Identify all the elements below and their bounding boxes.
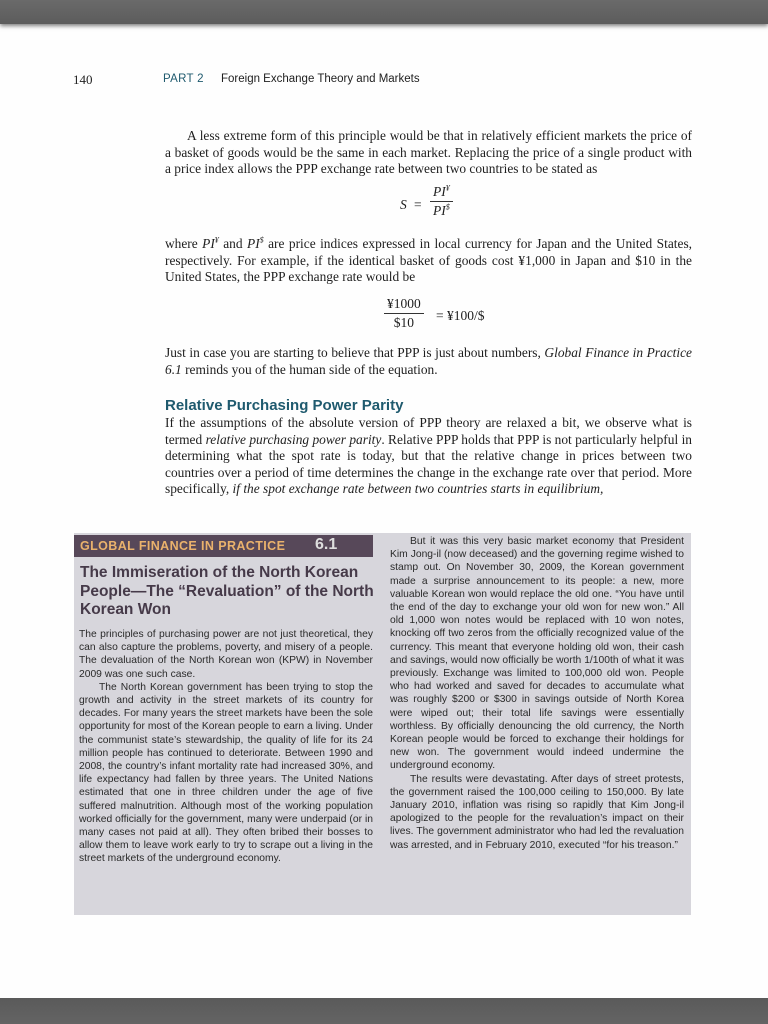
- equation-ppp-index: [400, 184, 540, 224]
- paragraph-price-index: A less extreme form of this principle would be that in relatively efficient markets the price of a basket of goods would be the same in each market. Replacing the price of a single product with a price index allows the PPP exchange rate between two countries to be stated as: [165, 128, 692, 177]
- denominator: $10: [393, 315, 414, 330]
- equation-equals: =: [414, 197, 422, 212]
- equation-fraction: [384, 296, 424, 331]
- global-finance-in-practice-box: [74, 533, 691, 915]
- yen-superscript: ¥: [445, 183, 450, 193]
- equation-fraction: [430, 184, 453, 219]
- part-label: PART 2: [163, 73, 204, 85]
- gfip-title: The Immiseration of the North Korean People—The “Revaluation” of the North Korean Won: [80, 564, 374, 618]
- gfip-paragraph: The principles of purchasing power are not just theoretical, they can also capture the problems, poverty, and misery of a people. The devaluation of the North Korean won (KPW) in November 2009 was one such case.: [79, 629, 373, 680]
- section-heading: Relative Purchasing Power Parity: [165, 397, 404, 414]
- gfip-paragraph: The results were devastating. After days of street protests, the government raised the 100,000 ceiling to 150,000. By late January 2010, inflation was rising so rapidly that Kim Jong-il apologized to the people for the revaluation’s impact on their lives. The government administrator who had led the revaluation was arrested, and in February 2010, executed “for his treason.”: [390, 773, 684, 851]
- numerator: PI: [433, 184, 446, 199]
- numerator: ¥1000: [384, 296, 424, 314]
- gfip-number: 6.1: [315, 536, 338, 553]
- viewer-top-bar: [0, 0, 768, 24]
- gfip-paragraph: The North Korean government has been trying to stop the growth and activity in the street markets of its country for decades. For many years the street markets have been the sole opportunity for most of the Korean people to earn a living. Under the communist state’s stewardship, the quality of life for its 24 million people has continued to deteriorate. Between 1990 and 2008, the country’s infant mortality rate had increased 30%, and life expectancy had fallen by three years. The United Nations estimated that one in three children under the age of five suffered malnutrition. Although most of the working population worked officially for the government, many were underpaid (or in many cases not paid at all). They often bribed their bosses to allow them to leave work early to try to scrape out a living in the street markets of the underground economy.: [79, 681, 373, 865]
- gfip-header-band: [74, 535, 373, 557]
- page-number: 140: [73, 72, 93, 87]
- denominator: PI: [433, 203, 446, 218]
- section-title: Foreign Exchange Theory and Markets: [221, 73, 420, 85]
- equation-lhs: S: [400, 197, 407, 212]
- paragraph-price-indices-definition: where PI¥ and PI$ are price indices expressed in local currency for Japan and the United States, respectively. For example, if the identical basket of goods cost ¥1,000 in Japan and $10 in the United States, the PPP exchange rate would be: [165, 235, 693, 285]
- gfip-label: GLOBAL FINANCE IN PRACTICE: [80, 539, 286, 553]
- paragraph-human-side: Just in case you are starting to believe that PPP is just about numbers, Global Finance in Practice 6.1 reminds you of the human side of the equation.: [165, 345, 692, 377]
- gfip-left-column: [79, 628, 373, 866]
- gfip-right-column: [390, 535, 684, 852]
- equation-result: = ¥100/$: [436, 308, 485, 323]
- equation-ppp-example: [384, 298, 534, 338]
- dollar-superscript: $: [445, 202, 450, 212]
- viewer-bottom-bar: [0, 998, 768, 1024]
- running-head: [73, 72, 693, 88]
- gfip-reference: Global Finance in Practice 6.1: [165, 345, 692, 377]
- gfip-paragraph: But it was this very basic market economy that President Kim Jong-il (now deceased) and the governing regime wished to stamp out. On November 30, 2009, the Korean government made a surprise announcement to its people: a new, more valuable Korean won would replace the old one. “You have until the end of the day to exchange your old won for new won.” All old 1,000 won notes would be replaced with 10 won notes, knocking off two zeros from the officially recognized value of the currency. This meant that everyone holding old won, their cash and savings, would now officially be worth 1/100th of what it was previously. Exchange was limited to 100,000 old won. People who had worked and saved for decades to accumulate what was roughly $200 or $300 in savings outside of North Korea were wiped out; their total life savings were essentially worthless. By officially denouncing the old currency, the North Korean people would be forced to exchange their holdings for new won. The government would indeed undermine the underground economy.: [390, 536, 684, 772]
- paragraph-relative-ppp: If the assumptions of the absolute version of PPP theory are relaxed a bit, we observe what is termed relative purchasing power parity. Relative PPP holds that PPP is not particularly helpful in determining what the spot rate is today, but that the relative change in prices between two countries over a period of time determines the change in the exchange rate over that period. More specifically, if the spot exchange rate between two countries starts in equilibrium,: [165, 415, 692, 497]
